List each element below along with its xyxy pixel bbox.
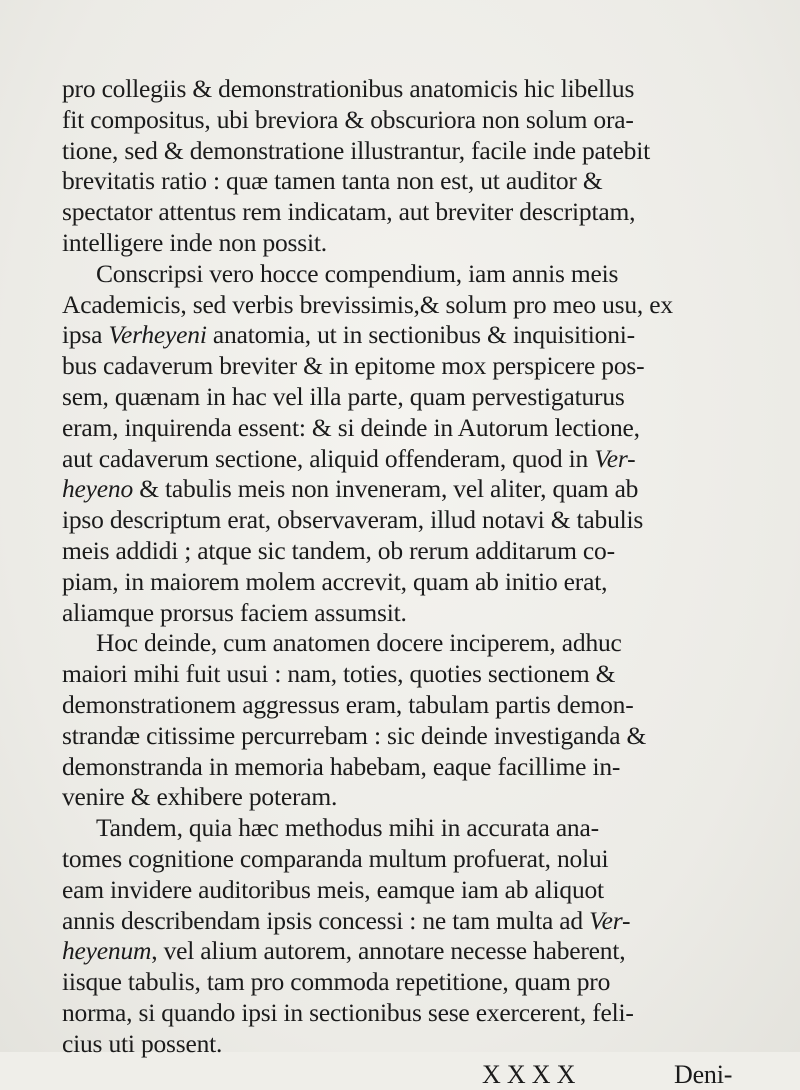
- text-run: anatomia, ut in sectionibus & inquisitioni-: [207, 320, 635, 349]
- text-line: Conscripsi vero hocce compendium, iam annis meis: [62, 259, 782, 290]
- text-line: demonstrationem aggressus eram, tabulam partis demon-: [62, 690, 782, 721]
- text-line: brevitatis ratio : quæ tamen tanta non est, ut auditor &: [62, 166, 782, 197]
- text-line: piam, in maiorem molem accrevit, quam ab initio erat,: [62, 567, 782, 598]
- page-text: [62, 74, 782, 1090]
- text-line: spectator attentus rem indicatam, aut breviter descriptam,: [62, 197, 782, 228]
- author-name-italic: heyenum: [62, 936, 151, 965]
- text-run: ipsa: [62, 320, 108, 349]
- text-line: [62, 320, 782, 351]
- author-name-italic: Verheyeni: [108, 320, 206, 349]
- text-line: fit compositus, ubi breviora & obscuriora non solum ora-: [62, 105, 782, 136]
- text-line: eram, inquirenda essent: & si deinde in Autorum lectione,: [62, 413, 782, 444]
- author-name-italic: heyeno: [62, 474, 133, 503]
- text-line: [62, 906, 782, 937]
- text-line: venire & exhibere poteram.: [62, 782, 782, 813]
- text-line: [62, 444, 782, 475]
- text-line: strandæ citissime percurrebam : sic deinde investiganda &: [62, 721, 782, 752]
- text-line: [62, 474, 782, 505]
- paragraph-2: [62, 259, 782, 629]
- author-name-italic: Ver-: [589, 906, 630, 935]
- text-line: bus cadaverum breviter & in epitome mox perspicere pos-: [62, 351, 782, 382]
- paragraph-3: [62, 628, 782, 813]
- paragraph-1: [62, 74, 782, 259]
- text-line: Tandem, quia hæc methodus mihi in accurata ana-: [62, 813, 782, 844]
- text-line: meis addidi ; atque sic tandem, ob rerum additarum co-: [62, 536, 782, 567]
- text-line: tomes cognitione comparanda multum profuerat, nolui: [62, 844, 782, 875]
- text-line: tione, sed & demonstratione illustrantur, facile inde patebit: [62, 136, 782, 167]
- text-run: annis describendam ipsis concessi : ne tam multa ad: [62, 906, 589, 935]
- text-line: cius uti possent.: [62, 1029, 782, 1060]
- text-line: [62, 936, 782, 967]
- text-run: aut cadaverum sectione, aliquid offenderam, quod in: [62, 444, 594, 473]
- text-line: norma, si quando ipsi in sectionibus sese exercerent, feli-: [62, 998, 782, 1029]
- catchword: Deni-: [674, 1060, 732, 1090]
- text-line: iisque tabulis, tam pro commoda repetitione, quam pro: [62, 967, 782, 998]
- text-line: intelligere inde non possit.: [62, 228, 782, 259]
- text-line: ipso descriptum erat, observaveram, illud notavi & tabulis: [62, 505, 782, 536]
- text-run: & tabulis meis non inveneram, vel aliter, quam ab: [133, 474, 638, 503]
- text-line: Hoc deinde, cum anatomen docere inciperem, adhuc: [62, 628, 782, 659]
- text-line: sem, quænam in hac vel illa parte, quam pervestigaturus: [62, 382, 782, 413]
- text-line: eam invidere auditoribus meis, eamque iam ab aliquot: [62, 875, 782, 906]
- text-line: demonstranda in memoria habebam, eaque facillime in-: [62, 752, 782, 783]
- text-run: , vel alium autorem, annotare necesse haberent,: [151, 936, 625, 965]
- text-line: pro collegiis & demonstrationibus anatomicis hic libellus: [62, 74, 782, 105]
- paragraph-4: [62, 813, 782, 1059]
- text-line: maiori mihi fuit usui : nam, toties, quoties sectionem &: [62, 659, 782, 690]
- text-line: aliamque prorsus faciem assumsit.: [62, 598, 782, 629]
- author-name-italic: Ver-: [594, 444, 635, 473]
- page-footer: [62, 1060, 782, 1090]
- text-line: Academicis, sed verbis brevissimis,& solum pro meo usu, ex: [62, 290, 782, 321]
- ornament-divider: X X X X: [482, 1060, 575, 1089]
